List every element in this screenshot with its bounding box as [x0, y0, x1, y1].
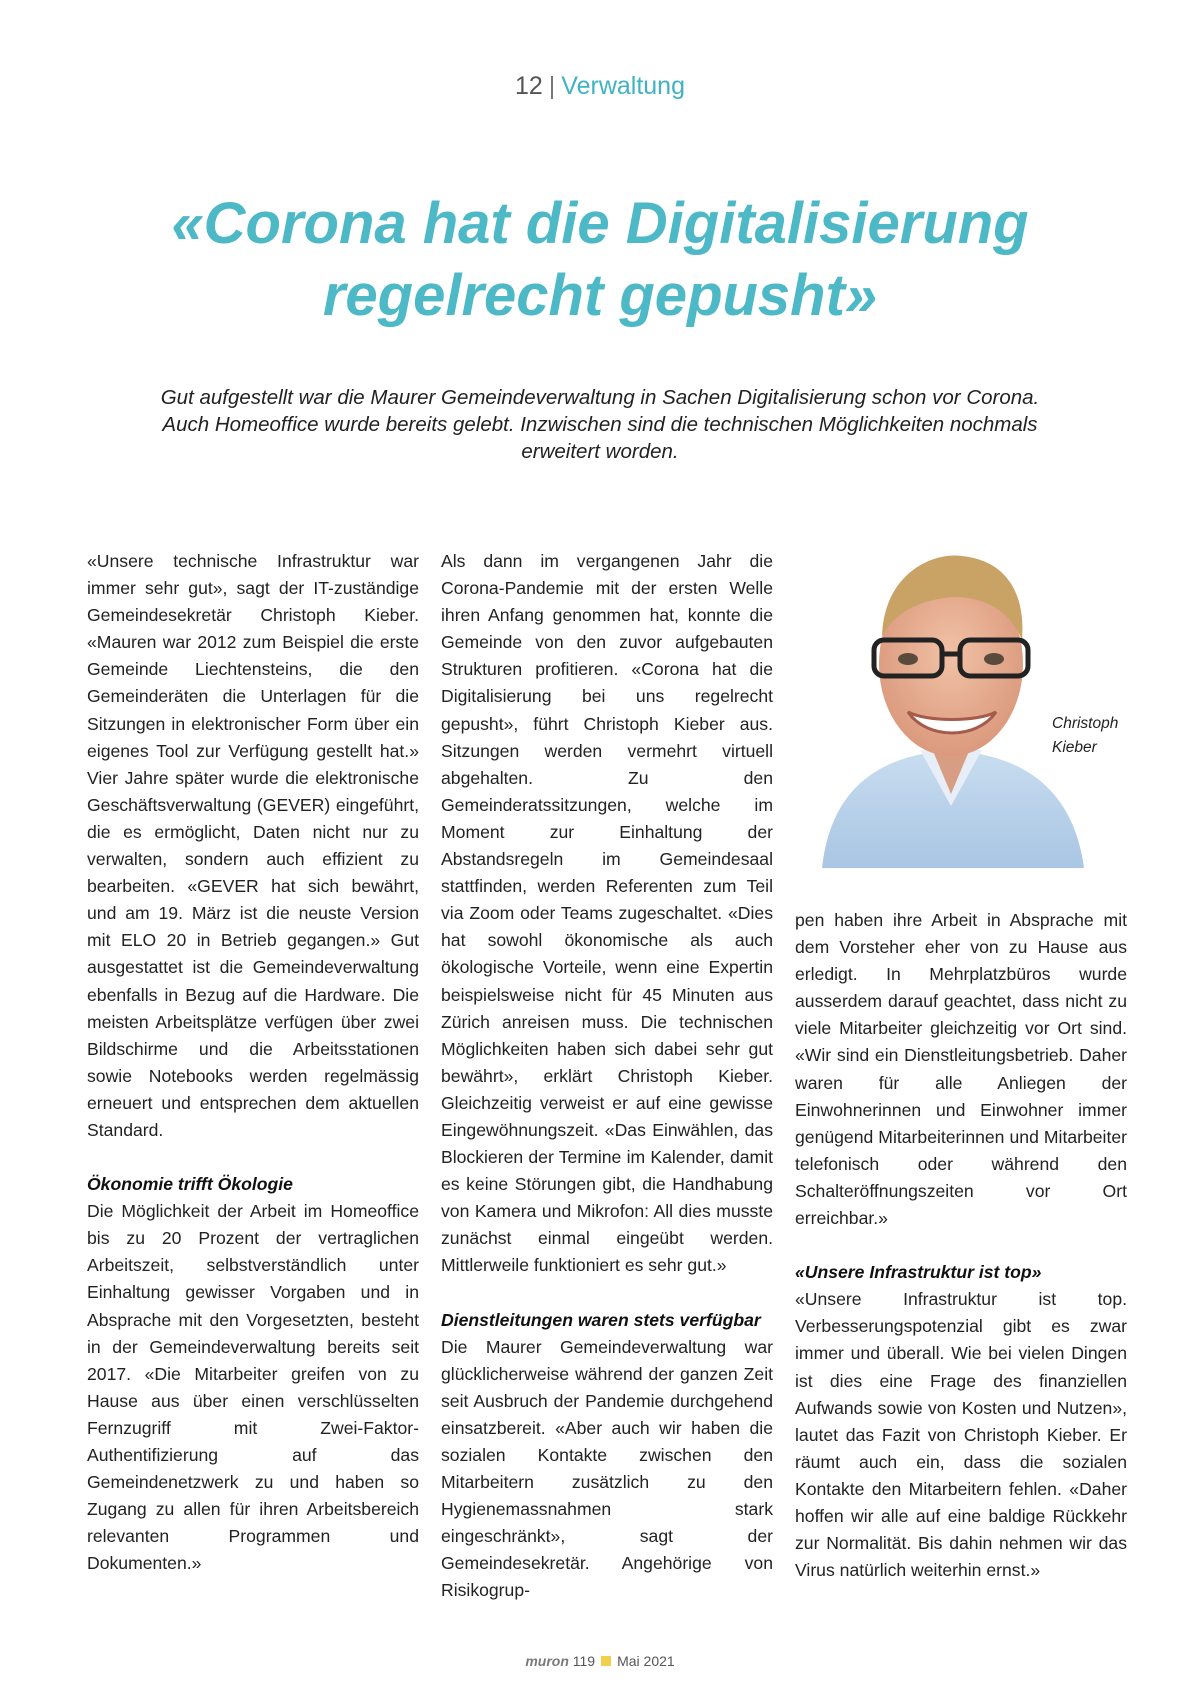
caption-line-1: Christoph	[1052, 715, 1119, 732]
footer-date: Mai 2021	[617, 1653, 675, 1669]
title-line-2: regelrecht gepusht»	[322, 263, 878, 328]
column-3	[795, 907, 1127, 1584]
column-1-paragraph-2: Die Möglichkeit der Arbeit im Homeoffice bis zu 20 Prozent der vertraglichen Arbeitszeit, selbstverständlich unter Einhaltung gewisser Vorgaben und in Absprache mit den Vorgesetzten, besteht in der Gemeindeverwaltung bereits seit 2017. «Die Mitarbeiter greifen von zu Hause aus über einen verschlüsselten Fernzugriff mit Zwei-Faktor-Authentifizierung auf das Gemeindenetzwerk zu und haben so Zugang zu allen für ihren Arbeitsbereich relevanten Programmen und Dokumenten.»	[87, 1201, 419, 1574]
column-3-paragraph-2: «Unsere Infrastruktur ist top. Verbesserungspotenzial gibt es zwar immer und überall. Wie bei vielen Dingen ist dies eine Frage des finanziellen Aufwands sowie von Kosten und Nutzen», lautet das Fazit von Christoph Kieber. Er räumt auch ein, dass die sozialen Kontakte den Mitarbeitern fehlen. «Daher hoffen wir alle auf eine baldige Rückkehr zur Normalität. Bis dahin nehmen wir das Virus natürlich weiterhin ernst.»	[795, 1289, 1127, 1581]
portrait-illustration	[812, 544, 1090, 868]
section-name: Verwaltung	[561, 72, 685, 100]
footer-brand: muron	[525, 1653, 569, 1669]
column-2-paragraph-1: Als dann im vergangenen Jahr die Corona-Pandemie mit der ersten Welle ihren Anfang genommen hat, konnte die Gemeinde von den zuvor aufgebauten Strukturen profitieren. «Corona hat die Digitalisierung bei uns regelrecht gepusht», führt Christoph Kieber aus. Sitzungen werden vermehrt virtuell abgehalten. Zu den Gemeinderatssitzungen, welche im Moment zur Einhaltung der Abstandsregeln im Gemeindesaal stattfinden, werden Referenten zum Teil via Zoom oder Teams zugeschaltet. «Dies hat sowohl ökonomische als auch ökologische Vorteile, wenn eine Expertin beispielsweise nicht für 45 Minuten aus Zürich anreisen muss. Die technischen Möglichkeiten haben sich dabei sehr gut bewährt», erklärt Christoph Kieber. Gleichzeitig verweist er auf eine gewisse Eingewöhnungszeit. «Das Einwählen, das Blockieren der Termine im Kalender, damit es keine Störungen gibt, die Handhabung von Kamera und Mikrofon: All dies musste zunächst einmal eingeübt werden. Mittlerweile funktioniert es sehr gut.»	[441, 551, 773, 1276]
article-title	[60, 188, 1140, 332]
page-footer	[0, 1653, 1200, 1669]
title-line-1: «Corona hat die Digitalisierung	[171, 191, 1029, 256]
column-3-paragraph-1: pen haben ihre Arbeit in Absprache mit dem Vorsteher eher von zu Hause aus erledigt. In Mehrplatzbüros wurde ausserdem darauf geachtet, dass nicht zu viele Mitarbeiter gleichzeitig vor Ort sind. «Wir sind ein Dienstleitungsbetrieb. Daher waren für alle Anliegen der Einwohnerinnen und Einwohner immer genügend Mitarbeiterinnen und Mitarbeiter telefonisch oder während den Schalteröffnungszeiten vor Ort erreichbar.»	[795, 910, 1127, 1229]
portrait-photo	[812, 544, 1090, 868]
footer-square-icon	[601, 1656, 611, 1666]
header-separator: |	[548, 72, 556, 100]
column-2-paragraph-2: Die Maurer Gemeindeverwaltung war glücklicherweise während der ganzen Zeit seit Ausbruch der Pandemie durchgehend einsatzbereit. «Aber auch wir haben die sozialen Kontakte zwischen den Mitarbeitern zusätzlich zu den Hygienemassnahmen stark eingeschränkt», sagt der Gemeindesekretär. Angehörige von Risikogrup-	[441, 1336, 773, 1601]
page-number: 12	[514, 72, 543, 100]
page-header	[0, 72, 1200, 101]
photo-caption	[1052, 712, 1172, 760]
caption-line-2: Kieber	[1052, 739, 1097, 756]
footer-issue: 119	[572, 1653, 596, 1669]
subheading-infrastruktur: «Unsere Infrastruktur ist top»	[795, 1262, 1042, 1283]
column-1-paragraph-1: «Unsere technische Infrastruktur war immer sehr gut», sagt der IT-zuständige Gemeindesekretär Christoph Kieber. «Mauren war 2012 zum Beispiel die erste Gemeinde Liechtensteins, die den Gemeinderäten die Unterlagen für die Sitzungen in elektronischer Form über ein eigenes Tool zur Verfügung gestellt hat.» Vier Jahre später wurde die elektronische Geschäftsverwaltung (GEVER) eingeführt, die es ermöglicht, Daten nicht nur zu verwalten, sondern auch effizient zu bearbeiten. «GEVER hat sich bewährt, und am 19. März ist die neuste Version mit ELO 20 in Betrieb gegangen.» Gut ausgestattet ist die Gemeindeverwaltung ebenfalls in Bezug auf die Hardware. Die meisten Arbeitsplätze verfügen über zwei Bildschirme und die Arbeitsstationen sowie Notebooks werden regelmässig erneuert und entsprechen dem aktuellen Standard.	[87, 551, 419, 1140]
column-2	[441, 548, 773, 1605]
subheading-oekonomie: Ökonomie trifft Ökologie	[87, 1174, 293, 1195]
article-lead: Gut aufgestellt war die Maurer Gemeindeverwaltung in Sachen Digitalisierung schon vor Corona. Auch Homeoffice wurde bereits gelebt. Inzwischen sind die technischen Möglichkeiten nochmals erweitert worden.	[160, 386, 1040, 463]
subheading-dienstleitungen: Dienstleitungen waren stets verfügbar	[441, 1309, 761, 1330]
column-1	[87, 548, 419, 1577]
